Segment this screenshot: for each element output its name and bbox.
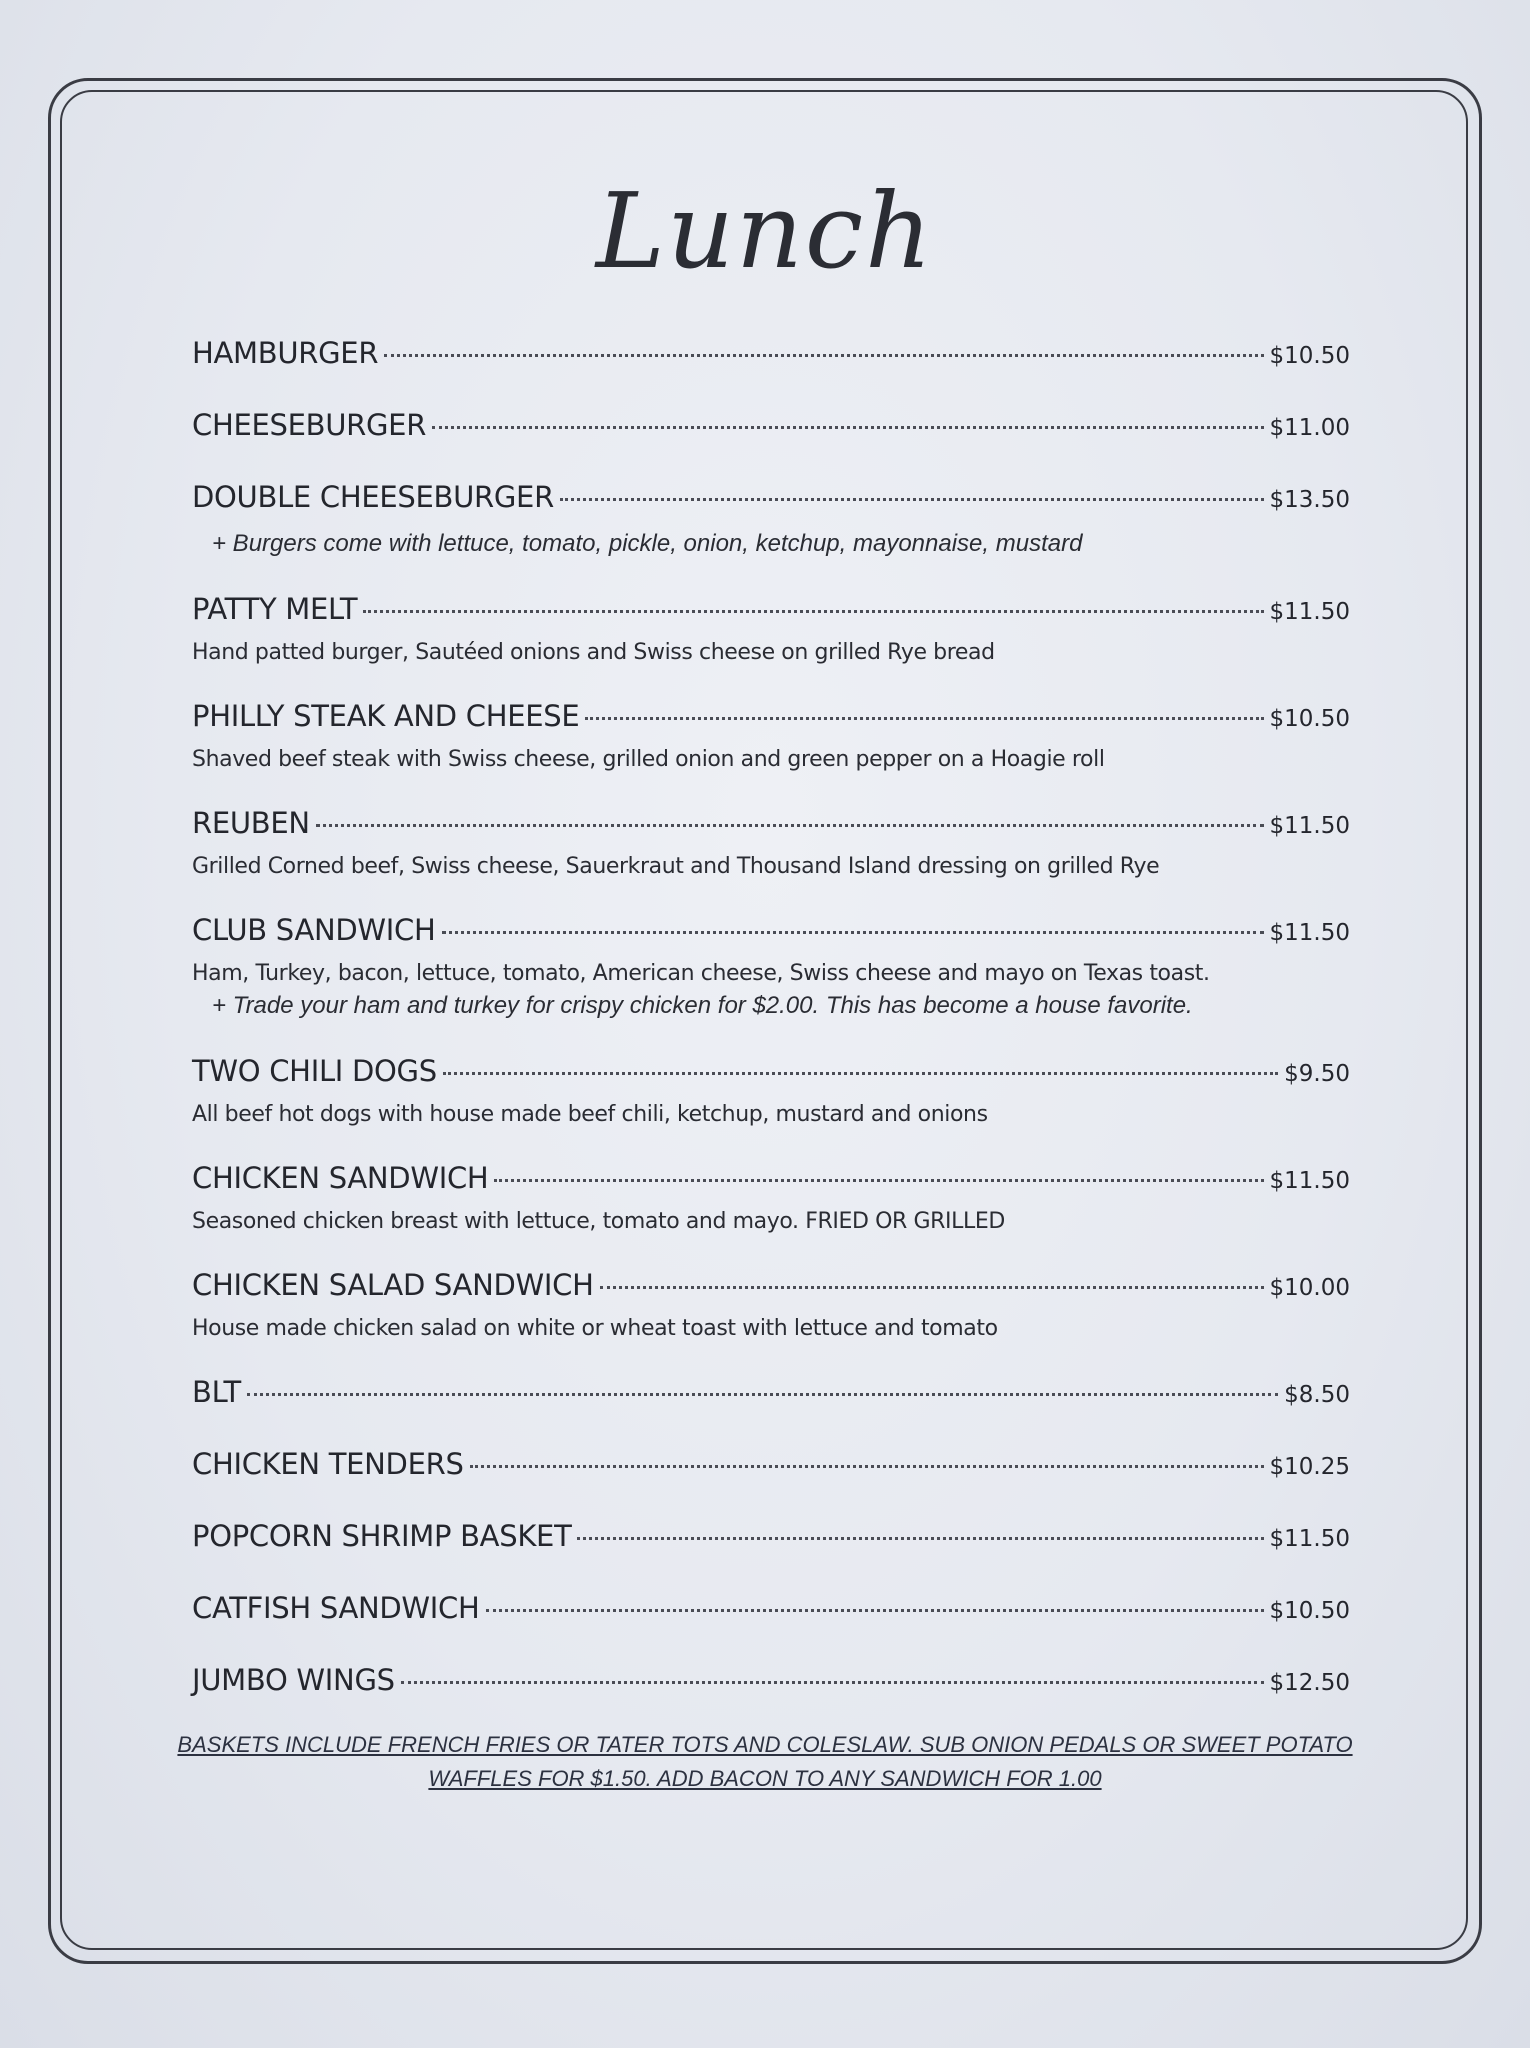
menu-list [192,336,1350,1735]
dot-leader [316,824,1264,827]
footnote-line-1: BASKETS INCLUDE FRENCH FRIES OR TATER TOTS AND COLESLAW. SUB ONION PEDALS OR SWEET POTATO [177,1732,1353,1757]
menu-title: Lunch [595,170,935,292]
dot-leader [443,1072,1278,1075]
menu-item-jumbo-wings [192,1663,1350,1707]
item-price: $11.00 [1269,415,1350,441]
dot-leader [600,1286,1264,1289]
dot-leader [585,717,1263,720]
item-name: DOUBLE CHEESEBURGER [192,480,554,514]
item-description: Shaved beef steak with Swiss cheese, grilled onion and green pepper on a Hoagie roll [192,747,1105,772]
item-name: JUMBO WINGS [192,1663,395,1697]
menu-item-two-chili-dogs [192,1054,1350,1127]
menu-item-philly-steak [192,699,1350,772]
item-description: All beef hot dogs with house made beef chili, ketchup, mustard and onions [192,1102,988,1127]
menu-item-patty-melt [192,592,1350,665]
item-price: $12.50 [1269,1670,1350,1696]
menu-item-reuben [192,806,1350,879]
dot-leader [577,1537,1263,1540]
menu-item-cheeseburger [192,408,1350,452]
dot-leader [384,354,1263,357]
item-name: CHEESEBURGER [192,408,427,442]
menu-item-chicken-salad-sandwich [192,1268,1350,1341]
dot-leader [401,1681,1264,1684]
menu-item-chicken-sandwich [192,1161,1350,1234]
menu-item-catfish-sandwich [192,1591,1350,1635]
baskets-footnote [160,1728,1370,1796]
item-price: $10.25 [1269,1454,1350,1480]
menu-item-popcorn-shrimp-basket [192,1519,1350,1563]
dot-leader [442,931,1264,934]
item-name: CLUB SANDWICH [192,913,436,947]
menu-item-double-cheeseburger [192,480,1350,558]
item-price: $11.50 [1269,1526,1350,1552]
dot-leader [363,610,1263,613]
item-price: $10.50 [1269,1598,1350,1624]
item-description: Grilled Corned beef, Swiss cheese, Sauerkraut and Thousand Island dressing on grilled Rye [192,854,1160,879]
item-price: $10.50 [1269,706,1350,732]
item-name: PHILLY STEAK AND CHEESE [192,699,580,733]
menu-item-chicken-tenders [192,1447,1350,1491]
item-price: $13.50 [1269,487,1350,513]
menu-item-club-sandwich [192,913,1350,1020]
item-price: $10.00 [1269,1275,1350,1301]
menu-item-hamburger [192,336,1350,380]
item-price: $11.50 [1269,920,1350,946]
item-description: House made chicken salad on white or wheat toast with lettuce and tomato [192,1316,998,1341]
item-name: PATTY MELT [192,592,358,626]
item-name: CHICKEN SANDWICH [192,1161,489,1195]
item-note: + Burgers come with lettuce, tomato, pickle, onion, ketchup, mayonnaise, mustard [212,530,1083,557]
dot-leader [486,1609,1264,1612]
item-price: $11.50 [1269,813,1350,839]
item-price: $11.50 [1269,599,1350,625]
item-name: CHICKEN SALAD SANDWICH [192,1268,594,1302]
dot-leader [560,498,1264,501]
footnote-line-2: WAFFLES FOR $1.50. ADD BACON TO ANY SANDWICH FOR 1.00 [428,1766,1102,1791]
item-description: Seasoned chicken breast with lettuce, tomato and mayo. FRIED OR GRILLED [192,1209,1005,1234]
item-description: Hand patted burger, Sautéed onions and Swiss cheese on grilled Rye bread [192,640,995,665]
dot-leader [247,1393,1278,1396]
item-price: $11.50 [1269,1168,1350,1194]
menu-item-blt [192,1375,1350,1419]
item-price: $10.50 [1269,343,1350,369]
item-name: REUBEN [192,806,310,840]
item-price: $9.50 [1284,1061,1350,1087]
item-name: TWO CHILI DOGS [192,1054,437,1088]
dot-leader [494,1179,1263,1182]
item-name: CATFISH SANDWICH [192,1591,480,1625]
item-note: + Trade your ham and turkey for crispy chicken for $2.00. This has become a house favorite. [212,992,1193,1019]
item-name: BLT [192,1375,241,1409]
dot-leader [432,426,1263,429]
dot-leader [470,1465,1264,1468]
item-name: HAMBURGER [192,336,379,370]
item-name: CHICKEN TENDERS [192,1447,464,1481]
item-name: POPCORN SHRIMP BASKET [192,1519,572,1553]
item-description: Ham, Turkey, bacon, lettuce, tomato, American cheese, Swiss cheese and mayo on Texas toast. [192,961,1210,986]
item-price: $8.50 [1284,1382,1350,1408]
